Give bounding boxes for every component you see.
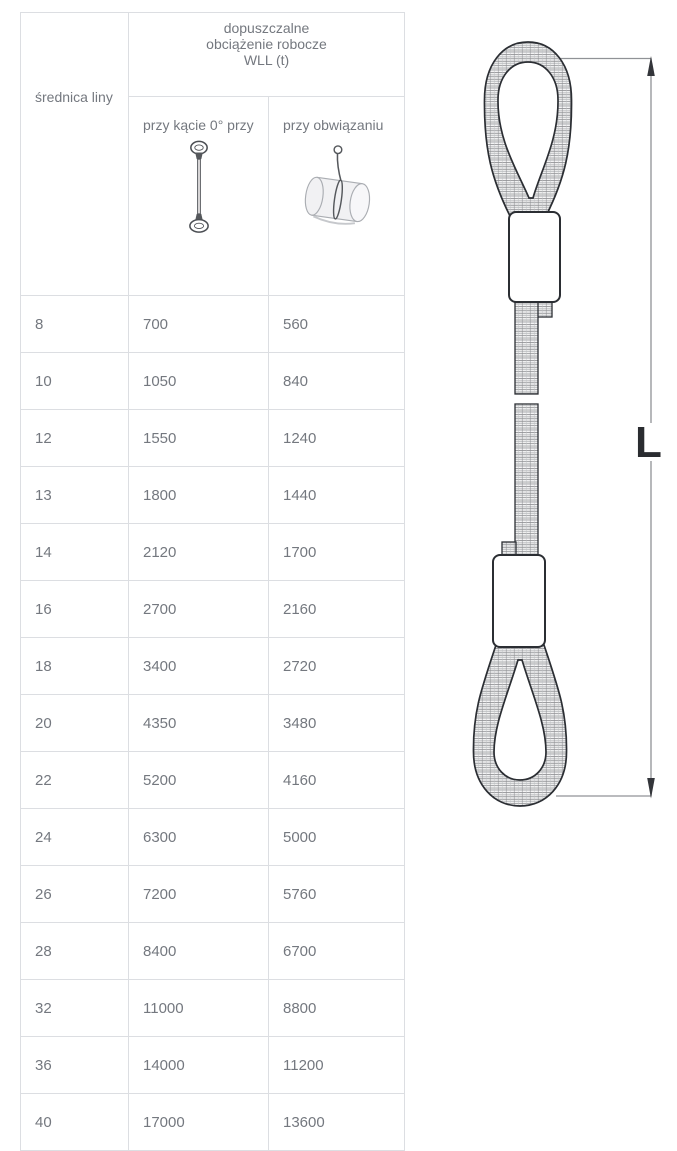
cell-wll-0deg: 5200 [129, 752, 269, 809]
cell-diameter: 12 [21, 410, 129, 467]
table-row [21, 638, 405, 695]
cell-diameter: 24 [21, 809, 129, 866]
table-row [21, 752, 405, 809]
cell-wll-0deg: 1050 [129, 353, 269, 410]
cell-diameter: 26 [21, 866, 129, 923]
cell-diameter: 20 [21, 695, 129, 752]
cell-diameter: 14 [21, 524, 129, 581]
cell-diameter: 28 [21, 923, 129, 980]
table-row [21, 695, 405, 752]
cell-wll-0deg: 8400 [129, 923, 269, 980]
cell-wll-choke: 5760 [269, 866, 405, 923]
header-rope-diameter: średnica liny [21, 13, 129, 296]
cell-wll-0deg: 3400 [129, 638, 269, 695]
cell-wll-0deg: 1550 [129, 410, 269, 467]
cell-wll-choke: 3480 [269, 695, 405, 752]
header-angle0 [129, 97, 269, 296]
cell-wll-choke: 8800 [269, 980, 405, 1037]
cell-diameter: 18 [21, 638, 129, 695]
cell-wll-0deg: 4350 [129, 695, 269, 752]
dimension-label: L [635, 418, 662, 467]
rope-upper-segment [515, 296, 538, 394]
header-wll-span [129, 13, 405, 97]
cell-diameter: 8 [21, 296, 129, 353]
vertical-sling-icon [129, 139, 268, 235]
table-row [21, 980, 405, 1037]
table-row [21, 353, 405, 410]
table-body [21, 296, 405, 1151]
table-row [21, 923, 405, 980]
cell-diameter: 10 [21, 353, 129, 410]
header-wll-span-label: dopuszczalne obciążenie robocze WLL (t) [206, 20, 327, 68]
table-row [21, 410, 405, 467]
choke-hitch-cylinder-icon [269, 139, 404, 235]
top-eye-loop [484, 42, 571, 216]
eye-eye-wire-rope-sling-drawing [430, 0, 677, 1072]
wll-spec-table [20, 12, 405, 1151]
cell-wll-choke: 1240 [269, 410, 405, 467]
cell-wll-choke: 840 [269, 353, 405, 410]
table-row [21, 524, 405, 581]
cell-diameter: 22 [21, 752, 129, 809]
table-row [21, 866, 405, 923]
header-choke-label: przy obwiązaniu [283, 117, 384, 134]
cell-diameter: 40 [21, 1094, 129, 1151]
cell-wll-0deg: 1800 [129, 467, 269, 524]
cell-wll-choke: 5000 [269, 809, 405, 866]
cell-wll-0deg: 700 [129, 296, 269, 353]
header-choke [269, 97, 405, 296]
bottom-ferrule [493, 555, 545, 647]
cell-wll-0deg: 7200 [129, 866, 269, 923]
table-row [21, 1037, 405, 1094]
cell-wll-choke: 1700 [269, 524, 405, 581]
cell-wll-0deg: 2700 [129, 581, 269, 638]
table-row [21, 296, 405, 353]
cell-wll-choke: 1440 [269, 467, 405, 524]
cell-diameter: 36 [21, 1037, 129, 1094]
cell-wll-choke: 6700 [269, 923, 405, 980]
table-row [21, 809, 405, 866]
cell-wll-choke: 4160 [269, 752, 405, 809]
cell-wll-choke: 11200 [269, 1037, 405, 1094]
cell-diameter: 32 [21, 980, 129, 1037]
cell-diameter: 16 [21, 581, 129, 638]
table-row [21, 467, 405, 524]
cell-wll-0deg: 11000 [129, 980, 269, 1037]
cell-wll-choke: 560 [269, 296, 405, 353]
cell-wll-choke: 2720 [269, 638, 405, 695]
top-ferrule [509, 212, 560, 302]
rope-lower-segment [515, 404, 538, 560]
cell-wll-choke: 13600 [269, 1094, 405, 1151]
cell-wll-choke: 2160 [269, 581, 405, 638]
table-row [21, 1094, 405, 1151]
cell-diameter: 13 [21, 467, 129, 524]
sling-drawing-svg [430, 0, 677, 1072]
header-angle0-label: przy kącie 0° przy [143, 117, 254, 134]
cell-wll-0deg: 14000 [129, 1037, 269, 1094]
cell-wll-0deg: 2120 [129, 524, 269, 581]
cell-wll-0deg: 6300 [129, 809, 269, 866]
table-row [21, 581, 405, 638]
table-header [21, 13, 405, 296]
bottom-eye-loop [473, 645, 566, 806]
cell-wll-0deg: 17000 [129, 1094, 269, 1151]
